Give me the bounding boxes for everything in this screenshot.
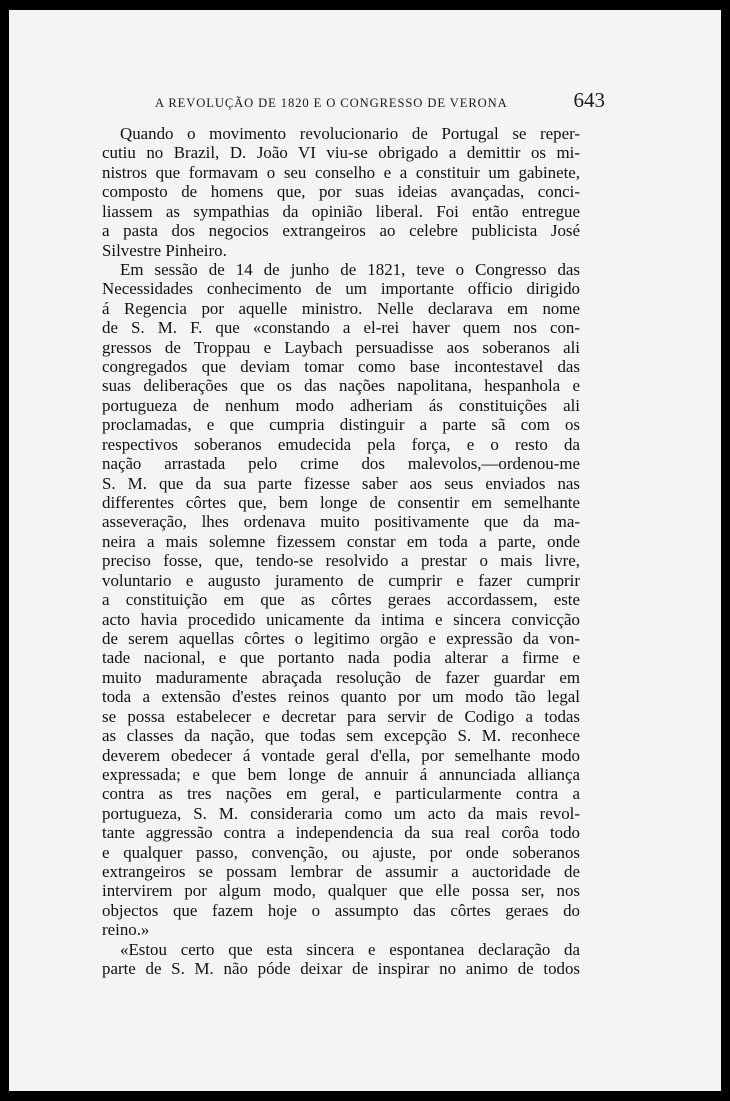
body-text (102, 124, 580, 979)
text-line: de S. M. F. que «constando a el-rei haver quem nos con- (102, 318, 580, 338)
text-line: extrangeiros se possam lembrar de assumir a auctoridade de (102, 862, 580, 882)
paragraph (102, 260, 580, 940)
text-line: composto de homens que, por suas ideias avançadas, conci- (102, 182, 580, 202)
text-line: contra as tres nações em geral, e particularmente contra a (102, 784, 580, 804)
text-line: nação arrastada pelo crime dos malevolos,—ordenou-me (102, 454, 580, 474)
text-line: tante aggressão contra a independencia da sua real corôa todo (102, 823, 580, 843)
text-line: asseveração, lhes ordenava muito positivamente que da ma- (102, 512, 580, 532)
running-head (155, 88, 605, 118)
text-line: tade nacional, e que portanto nada podia alterar a firme e (102, 648, 580, 668)
page-number: 643 (573, 88, 605, 112)
paragraph (102, 940, 580, 979)
text-line: gressos de Troppau e Laybach persuadisse aos soberanos ali (102, 337, 580, 357)
text-line: Quando o movimento revolucionario de Portugal se reper- (120, 124, 580, 143)
text-line: suas deliberações que os das nações napolitana, hespanhola e (102, 376, 580, 396)
text-line: Silvestre Pinheiro. (102, 240, 227, 260)
text-line: expressada; e que bem longe de annuir á annunciada alliança (102, 764, 580, 784)
text-line: toda a extensão d'estes reinos quanto por um modo tão legal (102, 687, 580, 707)
text-line: objectos que fazem hoje o assumpto das côrtes geraes do (102, 900, 580, 920)
text-line: intervirem por algum modo, qualquer que elle possa ser, nos (102, 881, 580, 901)
text-line: liassem as sympathias da opinião liberal. Foi então entregue (102, 201, 580, 221)
text-line: portugueza, S. M. consideraria como um acto da mais revol- (102, 803, 580, 823)
paragraph (102, 124, 580, 260)
text-line: congregados que deviam tomar como base incontestavel das (102, 357, 580, 377)
text-line: Em sessão de 14 de junho de 1821, teve o Congresso das (120, 259, 580, 279)
text-line: proclamadas, e que cumpria distinguir a parte sã com os (102, 415, 580, 435)
text-line: reino.» (102, 920, 150, 940)
text-line: acto havia procedido unicamente da intima e sincera convicção (102, 609, 580, 629)
text-line: neira a mais solemne fizessem constar em toda a parte, onde (102, 531, 580, 551)
text-line: e qualquer passo, convenção, ou ajuste, por onde soberanos (102, 842, 580, 862)
text-line: as classes da nação, que todas sem excepção S. M. reconhece (102, 726, 580, 746)
text-line: preciso fosse, que, tendo-se resolvido a prestar o mais livre, (102, 551, 580, 571)
text-line: muito maduramente abraçada resolução de fazer guardar em (102, 667, 580, 687)
text-line: voluntario e augusto juramento de cumprir e fazer cumprir (102, 570, 580, 590)
running-title: A REVOLUÇÃO DE 1820 E O CONGRESSO DE VERONA (155, 96, 508, 110)
text-line: nistros que formavam o seu conselho e a constituir um gabinete, (102, 162, 580, 182)
text-line: Necessidades conhecimento de um importante officio dirigido (102, 279, 580, 299)
text-line: respectivos soberanos emudecida pela força, e o resto da (102, 434, 580, 454)
text-line: cutiu no Brazil, D. João VI viu-se obrigado a demittir os mi- (102, 143, 580, 163)
text-line: de serem aquellas côrtes o legitimo orgão e expressão da von- (102, 628, 580, 648)
text-line: a constituição em que as côrtes geraes accordassem, este (102, 590, 580, 610)
text-line: parte de S. M. não póde deixar de inspirar no animo de todos (102, 959, 580, 979)
text-line: á Regencia por aquelle ministro. Nelle declarava em nome (102, 298, 580, 318)
text-line: portugueza de nenhum modo adheriam ás constituições ali (102, 395, 580, 415)
text-line: se possa estabelecer e decretar para servir de Codigo a todas (102, 706, 580, 726)
text-line: S. M. que da sua parte fizesse saber aos seus enviados nas (102, 473, 580, 493)
text-line: a pasta dos negocios extrangeiros ao celebre publicista José (102, 221, 580, 241)
text-line: «Estou certo que esta sincera e espontanea declaração da (120, 939, 580, 959)
text-line: deverem obedecer á vontade geral d'ella, por semelhante modo (102, 745, 580, 765)
text-line: differentes côrtes que, bem longe de consentir em semelhante (102, 493, 580, 513)
